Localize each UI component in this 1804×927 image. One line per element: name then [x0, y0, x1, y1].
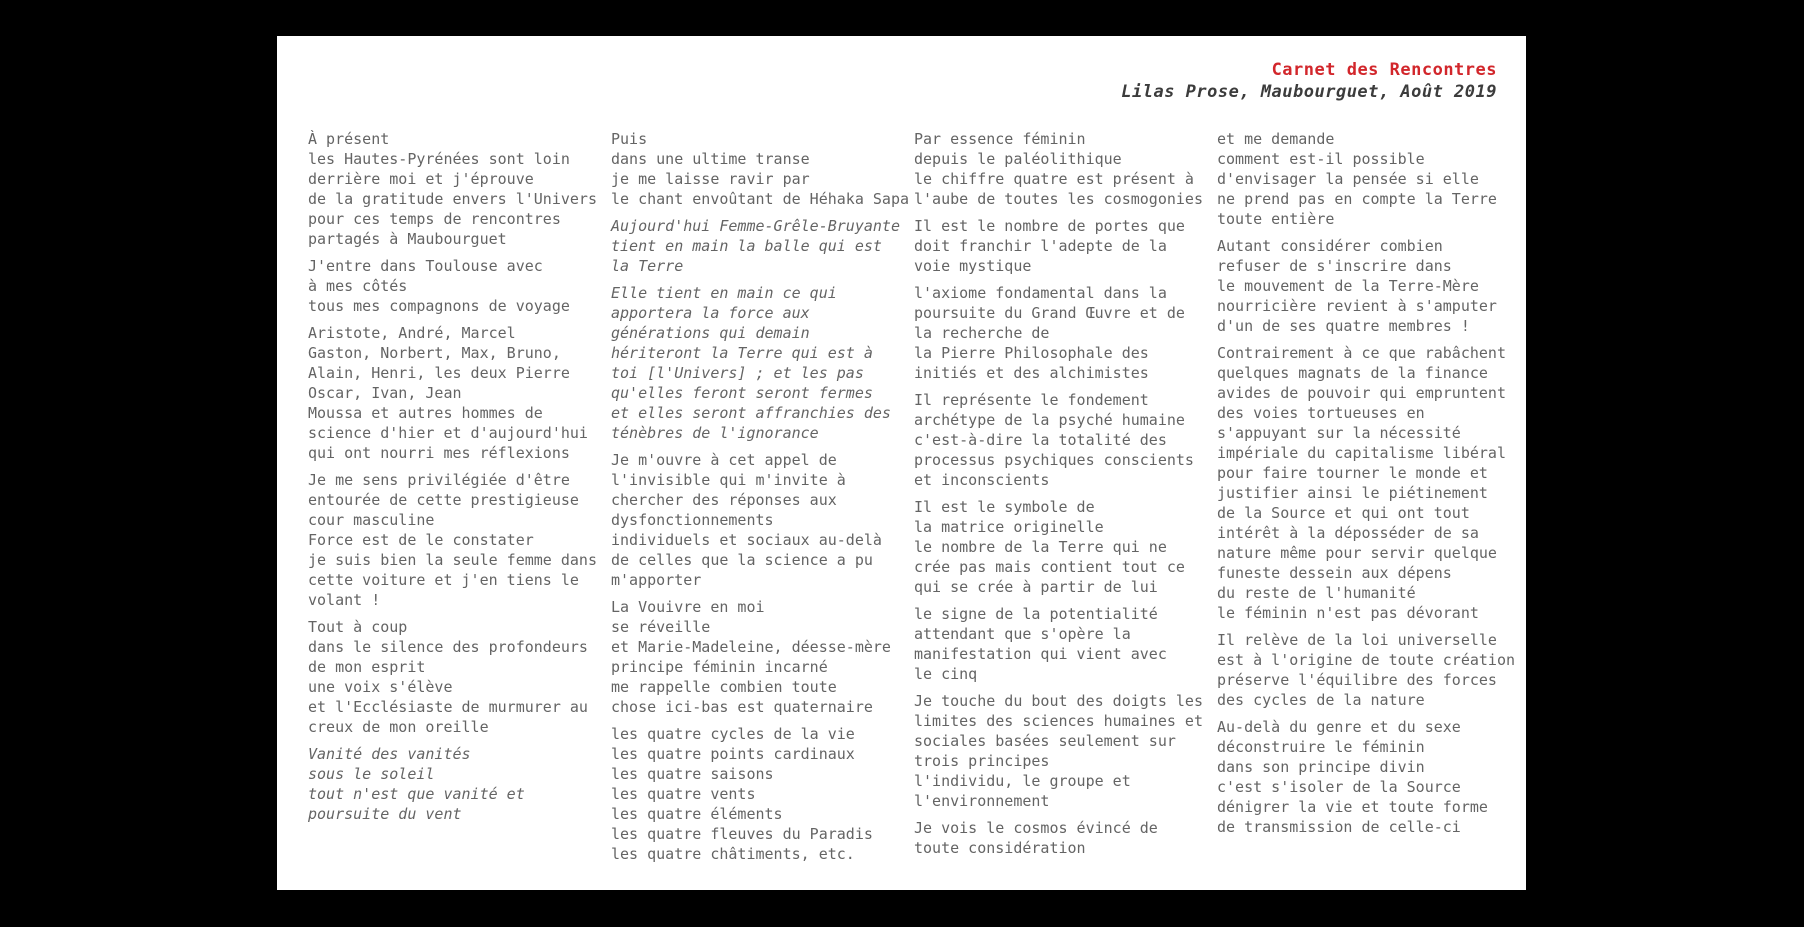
poem-line: doit franchir l'adepte de la — [914, 237, 1167, 255]
poem-line: de transmission de celle-ci — [1217, 818, 1461, 836]
poem-line: Force est de le constater — [308, 531, 534, 549]
poem-line: partagés à Maubourguet — [308, 230, 507, 248]
stanza — [611, 283, 901, 443]
stanza — [308, 323, 598, 463]
poem-line: qui ont nourri mes réflexions — [308, 444, 570, 462]
poem-line: quelques magnats de la finance — [1217, 364, 1488, 382]
poem-line: manifestation qui vient avec — [914, 645, 1167, 663]
poem-line: crée pas mais contient tout ce — [914, 558, 1185, 576]
poem-line: ténèbres de l'ignorance — [611, 424, 819, 442]
poem-line: me rappelle combien toute — [611, 678, 837, 696]
poem-line: initiés et des alchimistes — [914, 364, 1149, 382]
poem-line: Moussa et autres hommes de — [308, 404, 543, 422]
poem-line: chercher des réponses aux — [611, 491, 837, 509]
poem-line: Il est le nombre de portes que — [914, 217, 1185, 235]
poem-line: qui se crée à partir de lui — [914, 578, 1158, 596]
poem-line: Contrairement à ce que rabâchent — [1217, 344, 1506, 362]
poem-line: les quatre châtiments, etc. — [611, 845, 855, 863]
poem-line: d'un de ses quatre membres ! — [1217, 317, 1470, 335]
poem-line: tient en main la balle qui est — [611, 237, 882, 255]
poem-line: de celles que la science a pu — [611, 551, 873, 569]
poem-line: à mes côtés — [308, 277, 408, 295]
poem-line: c'est s'isoler de la Source — [1217, 778, 1461, 796]
stanza — [308, 256, 598, 316]
stanza — [611, 597, 901, 717]
poem-line: Il est le symbole de — [914, 498, 1095, 516]
stanza — [611, 724, 901, 864]
text-column — [308, 129, 598, 871]
poem-line: pour faire tourner le monde et — [1217, 464, 1488, 482]
poem-line: Je me sens privilégiée d'être — [308, 471, 570, 489]
stanza — [611, 129, 910, 209]
poem-line: Je m'ouvre à cet appel de — [611, 451, 837, 469]
poem-line: Gaston, Norbert, Max, Bruno, — [308, 344, 561, 362]
poem-line: de la gratitude envers l'Univers — [308, 190, 597, 208]
poem-line: une voix s'élève — [308, 678, 453, 696]
poem-line: J'entre dans Toulouse avec — [308, 257, 543, 275]
poem-line: toute entière — [1217, 210, 1335, 228]
poem-line: toi [l'Univers] ; et les pas — [611, 364, 864, 382]
poem-line: processus psychiques conscients — [914, 451, 1194, 469]
stanza — [914, 497, 1204, 597]
poem-line: c'est-à-dire la totalité des — [914, 431, 1167, 449]
poem-line: sous le soleil — [308, 765, 435, 783]
poem-line: nourricière revient à s'amputer — [1217, 297, 1497, 315]
poem-line: qu'elles feront seront fermes — [611, 384, 873, 402]
poem-line: le cinq — [914, 665, 978, 683]
stanza — [611, 216, 901, 276]
stanza — [1217, 129, 1507, 229]
stanza — [308, 744, 598, 824]
poem-line: les quatre fleuves du Paradis — [611, 825, 873, 843]
poem-line: les quatre saisons — [611, 765, 774, 783]
poem-line: Au-delà du genre et du sexe — [1217, 718, 1461, 736]
poem-line: sociales basées seulement sur — [914, 732, 1176, 750]
poem-line: limites des sciences humaines et — [914, 712, 1203, 730]
page-subtitle: Lilas Prose, Maubourguet, Août 2019 — [1121, 82, 1497, 102]
poem-line: Oscar, Ivan, Jean — [308, 384, 462, 402]
poem-line: dans le silence des profondeurs — [308, 638, 588, 656]
poem-line: Elle tient en main ce qui — [611, 284, 837, 302]
poem-line: déconstruire le féminin — [1217, 738, 1425, 756]
poem-line: se réveille — [611, 618, 711, 636]
poem-line: les quatre éléments — [611, 805, 783, 823]
poem-line: l'individu, le groupe et — [914, 772, 1131, 790]
page-title: Carnet des Rencontres — [1271, 60, 1497, 80]
poem-line: attendant que s'opère la — [914, 625, 1131, 643]
poem-line: Puis — [611, 130, 648, 148]
poem-line: depuis le paléolithique — [914, 150, 1122, 168]
text-column — [914, 129, 1204, 871]
poem-line: La Vouivre en moi — [611, 598, 765, 616]
poem-line: toute considération — [914, 839, 1086, 857]
stanza — [1217, 630, 1516, 710]
poem-line: tout n'est que vanité et — [308, 785, 525, 803]
poem-line: la recherche de — [914, 324, 1050, 342]
page-header — [1121, 60, 1497, 103]
stanza — [914, 283, 1204, 383]
poem-line: hériteront la Terre qui est à — [611, 344, 873, 362]
stanza — [914, 818, 1204, 858]
poem-line: comment est-il possible — [1217, 150, 1425, 168]
poem-line: des cycles de la nature — [1217, 691, 1425, 709]
poem-line: je me laisse ravir par — [611, 170, 810, 188]
poem-line: l'axiome fondamental dans la — [914, 284, 1167, 302]
poem-line: ne prend pas en compte la Terre — [1217, 190, 1497, 208]
poem-line: poursuite du vent — [308, 805, 462, 823]
poem-line: d'envisager la pensée si elle — [1217, 170, 1479, 188]
stanza — [914, 390, 1204, 490]
poem-line: Autant considérer combien — [1217, 237, 1443, 255]
poem-line: Tout à coup — [308, 618, 408, 636]
poem-line: refuser de s'inscrire dans — [1217, 257, 1452, 275]
poem-line: l'aube de toutes les cosmogonies — [914, 190, 1203, 208]
poem-line: voie mystique — [914, 257, 1032, 275]
poem-line: dans une ultime transe — [611, 150, 810, 168]
poem-line: Alain, Henri, les deux Pierre — [308, 364, 570, 382]
poem-line: la Pierre Philosophale des — [914, 344, 1149, 362]
stanza — [914, 216, 1204, 276]
poem-line: préserve l'équilibre des forces — [1217, 671, 1497, 689]
poem-line: et me demande — [1217, 130, 1335, 148]
poem-line: cette voiture et j'en tiens le — [308, 571, 579, 589]
poem-line: cour masculine — [308, 511, 435, 529]
poem-line: les quatre points cardinaux — [611, 745, 855, 763]
poem-line: impériale du capitalisme libéral — [1217, 444, 1506, 462]
stanza — [914, 129, 1204, 209]
poem-line: justifier ainsi le piétinement — [1217, 484, 1488, 502]
poem-line: le nombre de la Terre qui ne — [914, 538, 1167, 556]
text-columns — [308, 129, 1516, 871]
poem-line: s'appuyant sur la nécessité — [1217, 424, 1461, 442]
poem-line: et l'Ecclésiaste de murmurer au — [308, 698, 588, 716]
poem-line: creux de mon oreille — [308, 718, 489, 736]
stanza — [1217, 343, 1507, 623]
poem-line: chose ici-bas est quaternaire — [611, 698, 873, 716]
poem-line: pour ces temps de rencontres — [308, 210, 561, 228]
stanza — [611, 450, 901, 590]
poem-line: est à l'origine de toute création — [1217, 651, 1516, 669]
poem-line: intérêt à la déposséder de sa — [1217, 524, 1479, 542]
poem-line: le chant envoûtant de Héhaka Sapa — [611, 190, 910, 208]
stanza — [308, 617, 598, 737]
poem-line: dénigrer la vie et toute forme — [1217, 798, 1488, 816]
stanza — [914, 604, 1204, 684]
poem-line: m'apporter — [611, 571, 702, 589]
poem-line: de la Source et qui ont tout — [1217, 504, 1470, 522]
stanza — [1217, 236, 1507, 336]
poem-line: les quatre cycles de la vie — [611, 725, 855, 743]
poem-line: principe féminin incarné — [611, 658, 828, 676]
poem-line: Il représente le fondement — [914, 391, 1149, 409]
poem-line: avides de pouvoir qui empruntent — [1217, 384, 1506, 402]
poem-line: individuels et sociaux au-delà — [611, 531, 882, 549]
poem-line: Je vois le cosmos évincé de — [914, 819, 1158, 837]
poem-line: la matrice originelle — [914, 518, 1104, 536]
document-page — [277, 36, 1526, 890]
poem-line: les quatre vents — [611, 785, 756, 803]
stanza — [1217, 717, 1507, 837]
poem-line: Aujourd'hui Femme-Grêle-Bruyante — [611, 217, 900, 235]
poem-line: et elles seront affranchies des — [611, 404, 891, 422]
poem-line: volant ! — [308, 591, 381, 609]
poem-line: et inconscients — [914, 471, 1050, 489]
poem-line: dans son principe divin — [1217, 758, 1425, 776]
poem-line: l'invisible qui m'invite à — [611, 471, 846, 489]
poem-line: tous mes compagnons de voyage — [308, 297, 570, 315]
poem-line: trois principes — [914, 752, 1050, 770]
stanza — [308, 470, 598, 610]
poem-line: science d'hier et d'aujourd'hui — [308, 424, 588, 442]
poem-line: funeste dessein aux dépens — [1217, 564, 1452, 582]
poem-line: Il relève de la loi universelle — [1217, 631, 1497, 649]
poem-line: Je touche du bout des doigts les — [914, 692, 1203, 710]
poem-line: entourée de cette prestigieuse — [308, 491, 579, 509]
poem-line: Par essence féminin — [914, 130, 1086, 148]
poem-line: les Hautes-Pyrénées sont loin — [308, 150, 570, 168]
text-column — [611, 129, 910, 871]
poem-line: archétype de la psyché humaine — [914, 411, 1185, 429]
poem-line: Aristote, André, Marcel — [308, 324, 516, 342]
stanza — [308, 129, 598, 249]
poem-line: le chiffre quatre est présent à — [914, 170, 1194, 188]
poem-line: le signe de la potentialité — [914, 605, 1158, 623]
poem-line: Vanité des vanités — [308, 745, 471, 763]
poem-line: poursuite du Grand Œuvre et de — [914, 304, 1185, 322]
poem-line: le mouvement de la Terre-Mère — [1217, 277, 1479, 295]
poem-line: du reste de l'humanité — [1217, 584, 1416, 602]
poem-line: le féminin n'est pas dévorant — [1217, 604, 1479, 622]
text-column — [1217, 129, 1516, 871]
poem-line: derrière moi et j'éprouve — [308, 170, 534, 188]
poem-line: je suis bien la seule femme dans — [308, 551, 597, 569]
poem-line: des voies tortueuses en — [1217, 404, 1425, 422]
poem-line: apportera la force aux — [611, 304, 810, 322]
poem-line: générations qui demain — [611, 324, 810, 342]
poem-line: dysfonctionnements — [611, 511, 774, 529]
poem-line: et Marie-Madeleine, déesse-mère — [611, 638, 891, 656]
poem-line: de mon esprit — [308, 658, 426, 676]
poem-line: l'environnement — [914, 792, 1050, 810]
poem-line: nature même pour servir quelque — [1217, 544, 1497, 562]
poem-line: la Terre — [611, 257, 684, 275]
stanza — [914, 691, 1204, 811]
poem-line: À présent — [308, 130, 390, 148]
